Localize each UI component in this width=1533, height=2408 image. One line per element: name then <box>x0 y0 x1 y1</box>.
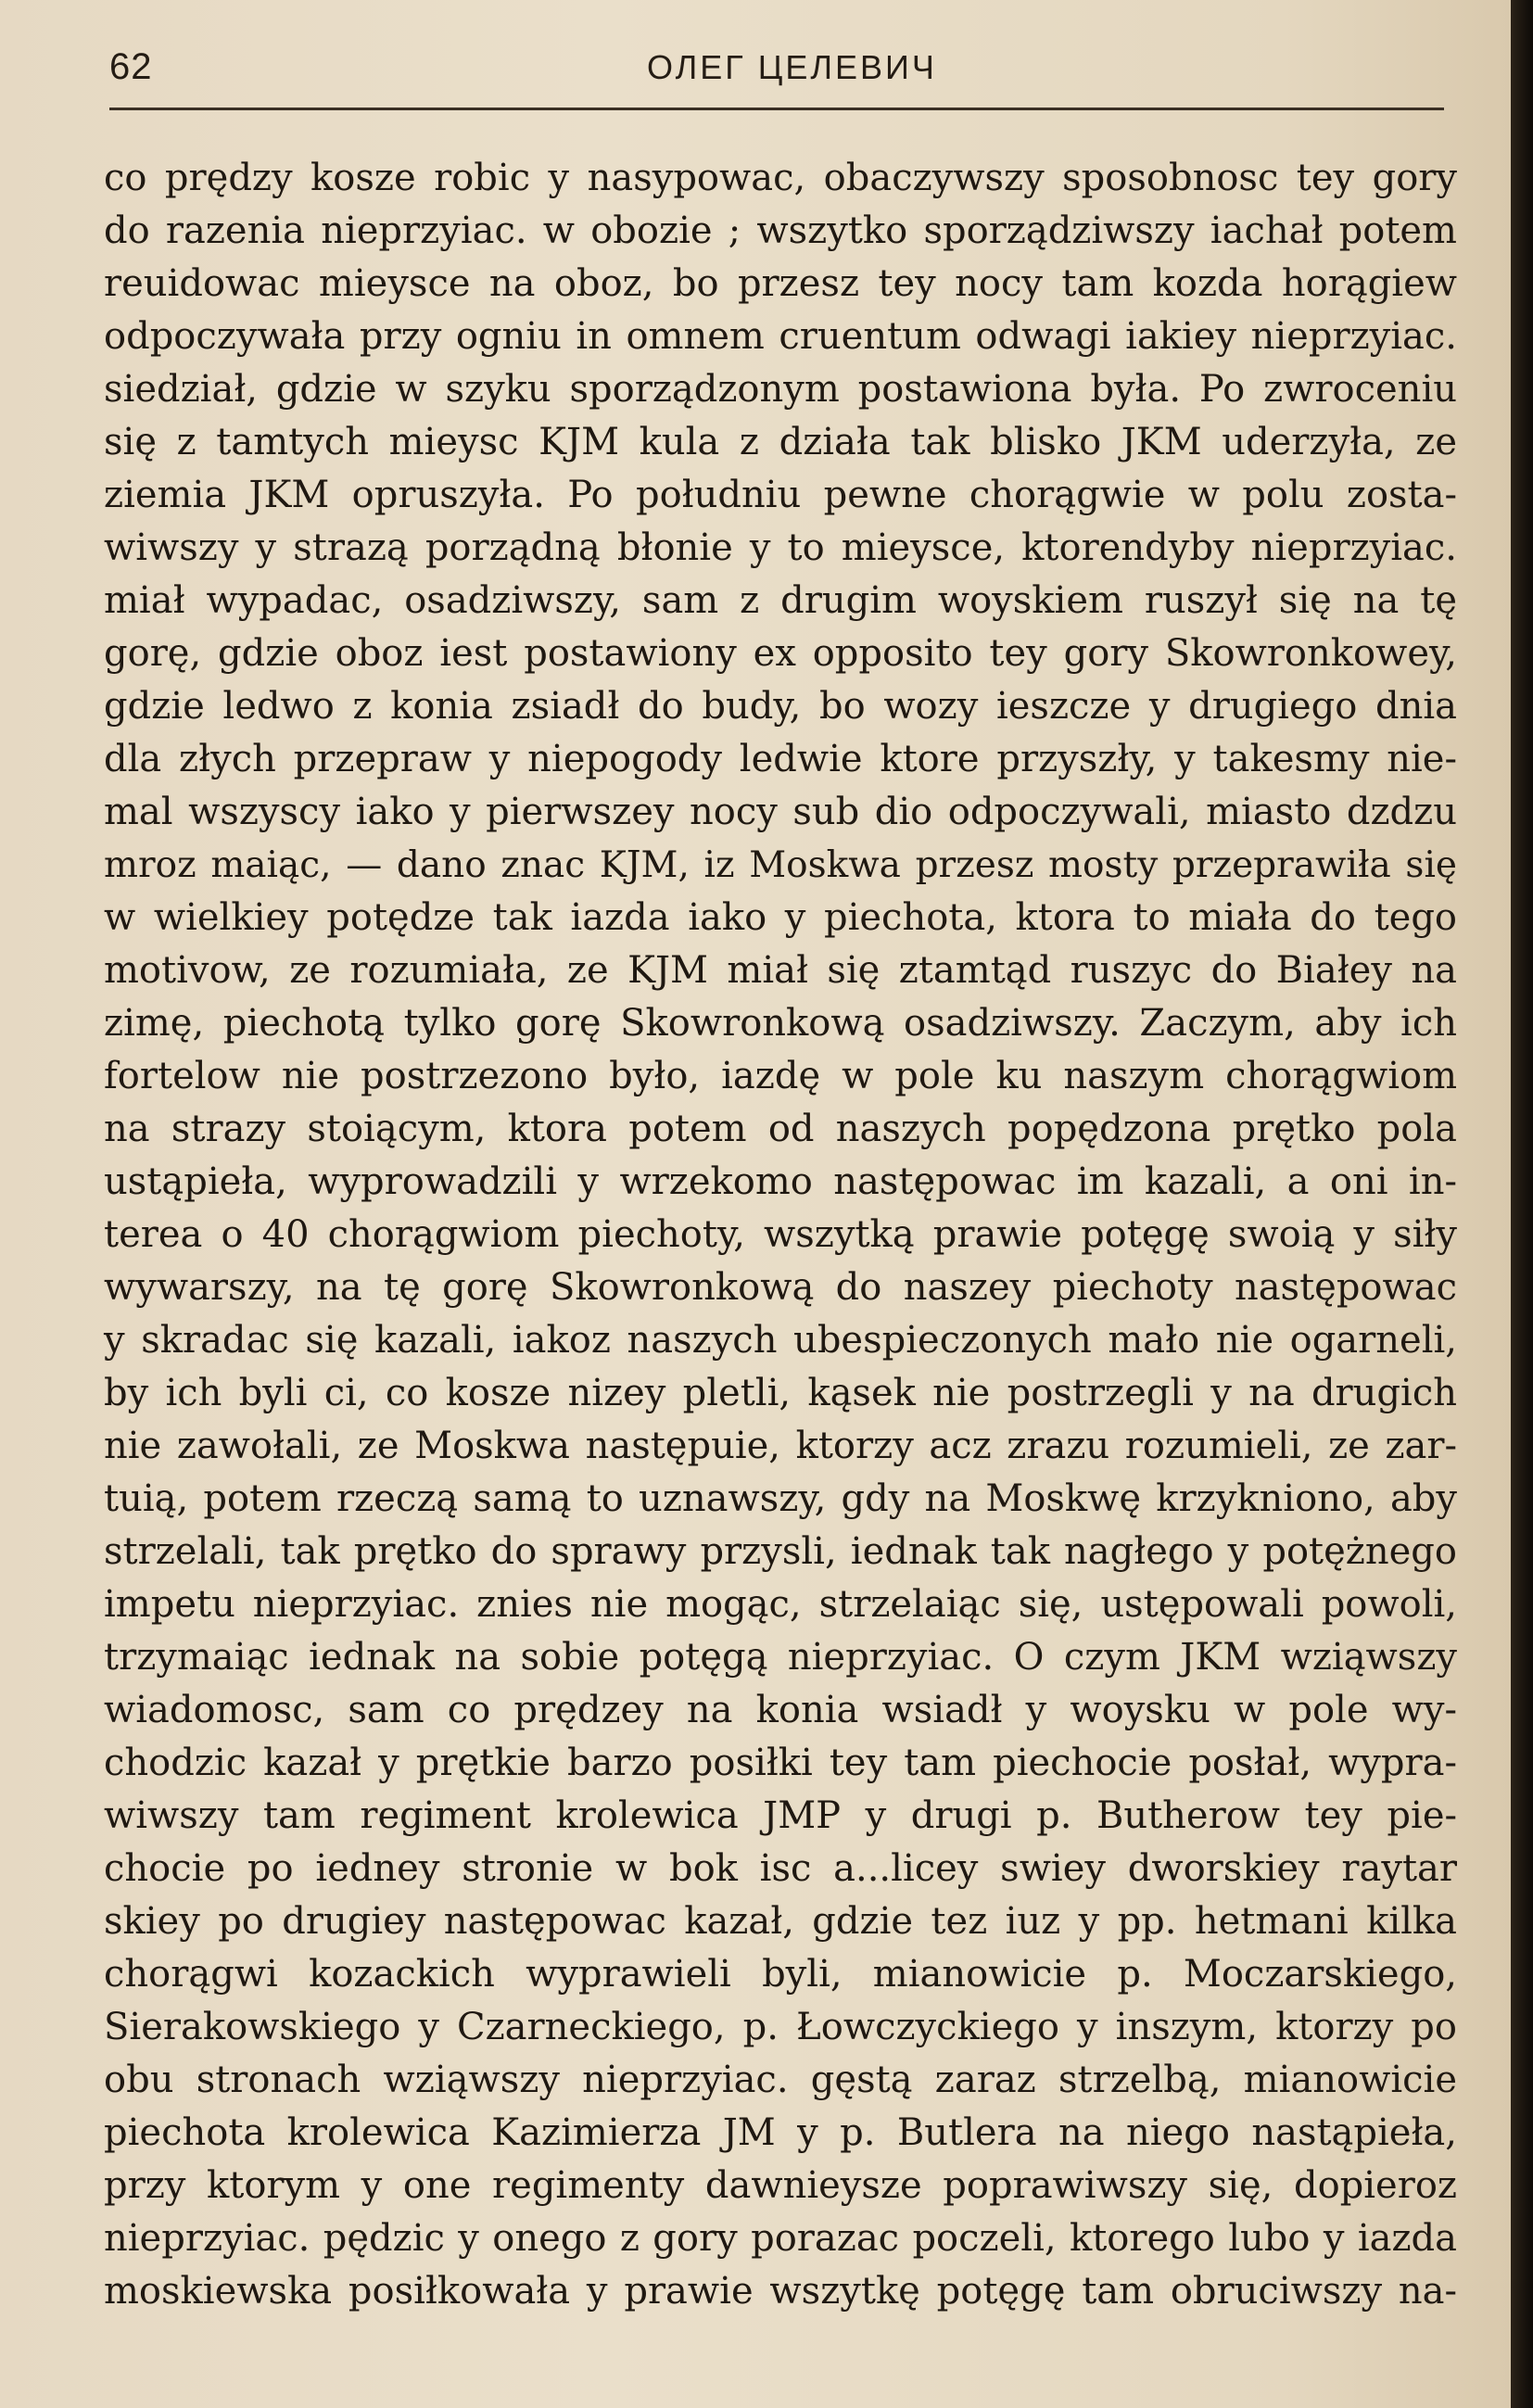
text-line: mal wszyscy iako y pierwszey nocy sub dio odpoczywali, miasto dzdzu <box>104 791 1457 833</box>
text-line: nie zawołali, ze Moskwa następuie, ktorzy acz zrazu rozumieli, ze zar- <box>104 1425 1457 1467</box>
text-line: moskiewska posiłkowała y prawie wszytkę potęgę tam obruciwszy na- <box>104 2270 1457 2313</box>
page-number: 62 <box>109 46 153 87</box>
text-line: motivow, ze rozumiała, ze KJM miał się ztamtąd ruszyc do Białey na <box>104 949 1457 992</box>
text-line: gorę, gdzie oboz iest postawiony ex opposito tey gory Skowronkowey, <box>104 632 1457 675</box>
body-text <box>104 152 1457 2318</box>
text-line: impetu nieprzyiac. znies nie mogąc, strzelaiąc się, ustępowali powoli, <box>104 1583 1457 1626</box>
text-line: ustąpieła, wyprowadzili y wrzekomo następowac im kazali, a oni in- <box>104 1160 1457 1203</box>
text-line: chorągwi kozackich wyprawieli byli, mianowicie p. Moczarskiego, <box>104 1953 1457 1996</box>
text-line: wiwszy y strazą porządną błonie y to mieysce, ktorendyby nieprzyiac. <box>104 526 1457 569</box>
text-line: by ich byli ci, co kosze nizey pletli, kąsek nie postrzegli y na drugich <box>104 1372 1457 1414</box>
text-line: wywarszy, na tę gorę Skowronkową do naszey piechoty następowac <box>104 1266 1457 1309</box>
text-line: chocie po iedney stronie w bok isc a...licey swiey dworskiey raytar <box>104 1847 1457 1890</box>
text-line: przy ktorym y one regimenty dawnieysze poprawiwszy się, dopieroz <box>104 2164 1457 2207</box>
text-line: Sierakowskiego y Czarneckiego, p. Łowczyckiego y inszym, ktorzy po <box>104 2006 1457 2048</box>
text-line: terea o 40 chorągwiom piechoty, wszytką prawie potęgę swoią y siły <box>104 1213 1457 1256</box>
text-line: y skradac się kazali, iakoz naszych ubespieczonych mało nie ogarneli, <box>104 1319 1457 1362</box>
text-line: obu stronach wziąwszy nieprzyiac. gęstą zaraz strzelbą, mianowicie <box>104 2059 1457 2101</box>
text-line: skiey po drugiey następowac kazał, gdzie tez iuz y pp. hetmani kilka <box>104 1900 1457 1943</box>
text-line: strzelali, tak prętko do sprawy przysli, iednak tak nagłego y potężnego <box>104 1530 1457 1573</box>
text-line: dla złych przepraw y niepogody ledwie ktore przyszły, y takesmy nie- <box>104 738 1457 780</box>
text-line: trzymaiąc iednak na sobie potęgą nieprzyiac. O czym JKM wziąwszy <box>104 1636 1457 1679</box>
text-line: ziemia JKM opruszyła. Po południu pewne chorągwie w polu zosta- <box>104 474 1457 516</box>
text-line: fortelow nie postrzezono było, iazdę w pole ku naszym chorągwiom <box>104 1055 1457 1097</box>
text-line: odpoczywała przy ogniu in omnem cruentum odwagi iakiey nieprzyiac. <box>104 315 1457 358</box>
text-line: co prędzy kosze robic y nasypowac, obaczywszy sposobnosc tey gory <box>104 157 1457 199</box>
text-line: reuidowac mieysce na oboz, bo przesz tey nocy tam kozda horągiew <box>104 262 1457 305</box>
text-line: gdzie ledwo z konia zsiadł do budy, bo wozy ieszcze y drugiego dnia <box>104 685 1457 728</box>
text-line: piechota krolewica Kazimierza JM y p. Butlera na niego nastąpieła, <box>104 2111 1457 2154</box>
text-line: miał wypadac, osadziwszy, sam z drugim woyskiem ruszył się na tę <box>104 579 1457 622</box>
text-line: mroz maiąc, — dano znac KJM, iz Moskwa przesz mosty przeprawiła się <box>104 844 1457 886</box>
text-line: się z tamtych mieysc KJM kula z działa tak blisko JKM uderzyła, ze <box>104 421 1457 463</box>
text-line: zimę, piechotą tylko gorę Skowronkową osadziwszy. Zaczym, aby ich <box>104 1002 1457 1045</box>
text-line: wiwszy tam regiment krolewica JMP y drugi p. Butherow tey pie- <box>104 1794 1457 1837</box>
text-line: wiadomosc, sam co prędzey na konia wsiadł y woysku w pole wy- <box>104 1689 1457 1731</box>
text-line: na strazy stoiącym, ktora potem od naszych popędzona prętko pola <box>104 1108 1457 1150</box>
text-line: chodzic kazał y prętkie barzo posiłki tey tam piechocie posłał, wypra- <box>104 1742 1457 1784</box>
text-line: nieprzyiac. pędzic y onego z gory porazac poczeli, ktorego lubo y iazda <box>104 2217 1457 2260</box>
text-line: tuią, potem rzeczą samą to uznawszy, gdy na Moskwę krzykniono, aby <box>104 1477 1457 1520</box>
page-edge-shadow <box>1511 0 1533 2408</box>
header-rule <box>109 108 1444 110</box>
text-line: siedział, gdzie w szyku sporządzonym postawiona była. Po zwroceniu <box>104 368 1457 411</box>
text-line: w wielkiey potędze tak iazda iako y piechota, ktora to miała do tego <box>104 896 1457 939</box>
text-line: do razenia nieprzyiac. w obozie ; wszytko sporządziwszy iachał potem <box>104 209 1457 252</box>
page-header <box>109 46 1435 113</box>
running-title: ОЛЕГ ЦЕЛЕВИЧ <box>647 48 937 86</box>
